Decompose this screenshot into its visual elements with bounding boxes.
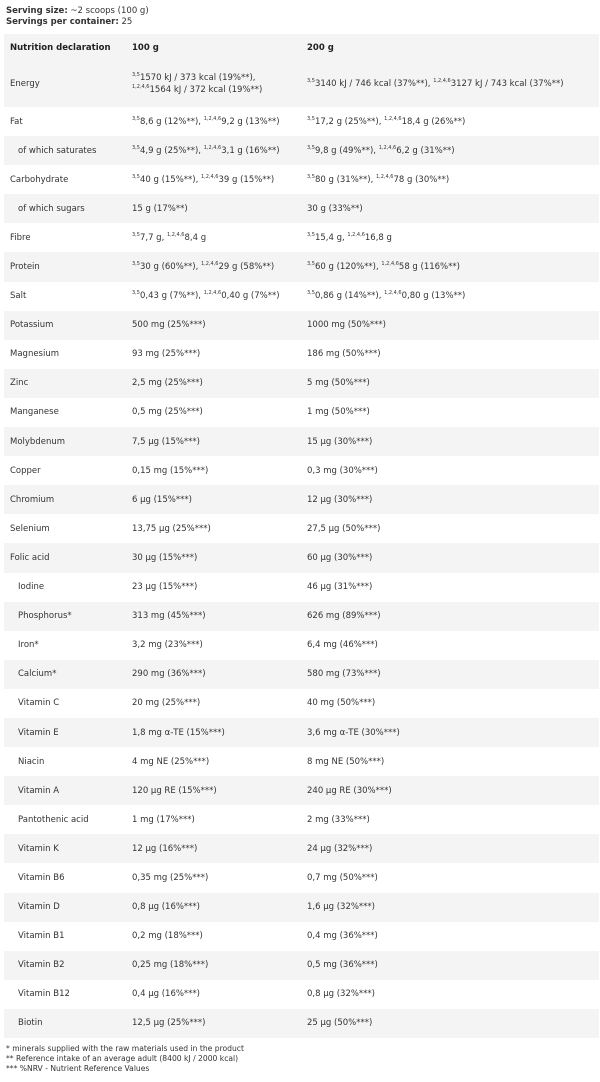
value-text: 7,5 µg (15%***) — [132, 436, 200, 447]
serving-info — [0, 0, 600, 28]
footnotes — [0, 1038, 600, 1074]
table-row — [4, 602, 599, 631]
value-200g — [301, 61, 599, 107]
value-text: 3,1 g (16%**) — [221, 145, 280, 156]
footnote-ref: 3,5 — [132, 232, 140, 239]
value-100g — [126, 427, 301, 456]
value-text: 12,5 µg (25%***) — [132, 1018, 206, 1029]
table-row — [4, 398, 599, 427]
footnote-ref: 1,2,4,6 — [203, 290, 222, 297]
nutrient-name: Fibre — [10, 232, 31, 243]
footnote-minerals: * minerals supplied with the raw materials used in the product — [6, 1044, 244, 1053]
footnote-ref: 3,5 — [132, 173, 140, 180]
serving-size-label: Serving size: — [6, 6, 68, 16]
footnote-ref: 3,5 — [132, 290, 140, 297]
value-text: 0,8 µg (16%***) — [132, 902, 200, 913]
value-text: 500 mg (25%***) — [132, 320, 206, 331]
footnote-ref: 3,5 — [307, 173, 315, 180]
value-text: 0,80 g (13%**) — [401, 291, 466, 302]
nutrient-name: Selenium — [10, 523, 50, 534]
value-text: 15 g (17%**) — [132, 203, 188, 214]
value-200g — [301, 543, 599, 572]
value-200g — [301, 485, 599, 514]
table-row — [4, 834, 599, 863]
value-text: 12 µg (30%***) — [307, 494, 373, 505]
table-row — [4, 311, 599, 340]
value-text: 13,75 µg (25%***) — [132, 523, 211, 534]
value-100g — [126, 573, 301, 602]
nutrient-name: Folic acid — [10, 552, 50, 563]
value-200g — [301, 776, 599, 805]
nutrient-name: Fat — [10, 116, 23, 127]
value-text: 2,5 mg (25%***) — [132, 378, 203, 389]
value-text: 3,2 mg (23%***) — [132, 640, 203, 651]
footnote-ref: 1,2,4,6 — [201, 261, 219, 268]
nutrient-name: Vitamin D — [18, 902, 60, 913]
value-text: 0,8 µg (32%***) — [307, 989, 375, 1000]
value-100g — [126, 369, 301, 398]
nutrient-name: of which sugars — [18, 203, 85, 214]
value-text: 18,4 g (26%**) — [401, 116, 466, 127]
table-row — [4, 980, 599, 1009]
value-text: 0,3 mg (30%***) — [307, 465, 378, 476]
value-200g — [301, 602, 599, 631]
value-text: 6,2 g (31%**) — [396, 145, 455, 156]
value-100g — [126, 514, 301, 543]
header-200g: 200 g — [307, 42, 334, 53]
value-200g — [301, 165, 599, 194]
footnote-ref: 3,5 — [307, 144, 315, 151]
table-row — [4, 340, 599, 369]
table-row — [4, 543, 599, 572]
value-text: 0,25 mg (18%***) — [132, 960, 209, 971]
table-row — [4, 893, 599, 922]
value-100g — [126, 165, 301, 194]
header-100g: 100 g — [132, 42, 159, 53]
serving-size — [6, 6, 594, 17]
value-200g — [301, 427, 599, 456]
value-text: 5 mg (50%***) — [307, 378, 370, 389]
footnote-ref: 3,5 — [132, 72, 140, 79]
value-200g — [301, 107, 599, 136]
value-text: 186 mg (50%***) — [307, 349, 381, 360]
nutrient-name: Vitamin K — [18, 843, 59, 854]
value-100g — [126, 61, 301, 107]
value-text: 4 mg NE (25%***) — [132, 756, 210, 767]
table-row — [4, 514, 599, 543]
value-text: 17,2 g (25%**), — [314, 116, 385, 127]
table-row — [4, 456, 599, 485]
value-text: 8,6 g (12%**), — [139, 116, 204, 127]
value-200g — [301, 223, 599, 252]
value-100g — [126, 282, 301, 311]
value-100g — [126, 718, 301, 747]
nutrient-name: Calcium* — [18, 669, 57, 680]
value-200g — [301, 252, 599, 281]
value-100g — [126, 1009, 301, 1038]
value-text: 24 µg (32%***) — [307, 843, 373, 854]
footnote-reference-intake: ** Reference intake of an average adult (8400 kJ / 2000 kcal) — [6, 1054, 239, 1063]
value-text: 9,2 g (13%**) — [221, 116, 280, 127]
value-text: 27,5 µg (50%***) — [307, 523, 381, 534]
table-row — [4, 631, 599, 660]
value-text: 6,4 mg (46%***) — [307, 640, 378, 651]
footnote-ref: 1,2,4,6 — [376, 173, 394, 180]
value-200g — [301, 340, 599, 369]
value-100g — [126, 107, 301, 136]
value-100g — [126, 252, 301, 281]
header-nutrition-declaration: Nutrition declaration — [10, 42, 111, 53]
value-text: 80 g (31%**), — [314, 174, 376, 185]
nutrient-name: Niacin — [18, 756, 45, 767]
table-row — [4, 776, 599, 805]
value-200g — [301, 456, 599, 485]
value-200g — [301, 136, 599, 165]
value-text: 0,40 g (7%**) — [221, 291, 280, 302]
footnote-ref: 1,2,4,6 — [378, 144, 397, 151]
nutrient-name: Vitamin E — [18, 727, 59, 738]
servings-per-container-label: Servings per container: — [6, 17, 119, 27]
table-row — [4, 747, 599, 776]
nutrient-name: Vitamin B2 — [18, 960, 65, 971]
value-text: 9,8 g (49%**), — [314, 145, 379, 156]
table-row — [4, 951, 599, 980]
footnote-ref: 1,2,4,6 — [384, 115, 402, 122]
value-200g — [301, 747, 599, 776]
value-text: 1570 kJ / 373 kcal (19%**), — [139, 73, 256, 83]
nutrient-name: Energy — [10, 79, 40, 89]
value-100g — [126, 485, 301, 514]
value-100g — [126, 922, 301, 951]
value-text: 8,4 g — [184, 232, 207, 243]
value-100g — [126, 311, 301, 340]
nutrient-name: of which saturates — [18, 145, 97, 156]
value-text: 1,8 mg α-TE (15%***) — [132, 727, 225, 738]
value-text: 313 mg (45%***) — [132, 611, 206, 622]
nutrient-name: Carbohydrate — [10, 174, 69, 185]
value-100g — [126, 543, 301, 572]
value-text: 78 g (30%**) — [393, 174, 450, 185]
table-row — [4, 165, 599, 194]
value-100g — [126, 863, 301, 892]
value-text: 1564 kJ / 372 kcal (19%**) — [149, 85, 263, 95]
value-100g — [126, 951, 301, 980]
table-row — [4, 863, 599, 892]
nutrient-name: Zinc — [10, 378, 29, 389]
table-row — [4, 1009, 599, 1038]
footnote-ref: 1,2,4,6 — [347, 232, 365, 239]
servings-per-container — [6, 17, 594, 28]
value-200g — [301, 398, 599, 427]
value-200g — [301, 194, 599, 223]
nutrient-name: Iron* — [18, 640, 39, 651]
value-200g — [301, 282, 599, 311]
table-row — [4, 61, 599, 107]
value-text: 29 g (58%**) — [218, 262, 275, 273]
value-100g — [126, 456, 301, 485]
footnote-ref: 1,2,4,6 — [166, 232, 185, 239]
nutrient-name: Iodine — [18, 582, 45, 593]
value-text: 240 µg RE (30%***) — [307, 785, 392, 796]
nutrient-name: Chromium — [10, 494, 55, 505]
value-text: 15,4 g, — [314, 232, 348, 243]
value-text: 580 mg (73%***) — [307, 669, 381, 680]
value-text: 93 mg (25%***) — [132, 349, 201, 360]
value-100g — [126, 689, 301, 718]
value-100g — [126, 136, 301, 165]
value-text: 2 mg (33%***) — [307, 814, 370, 825]
nutrient-name: Biotin — [18, 1018, 43, 1029]
value-text: 40 mg (50%***) — [307, 698, 376, 709]
value-200g — [301, 922, 599, 951]
value-200g — [301, 718, 599, 747]
nutrient-name: Vitamin B12 — [18, 989, 70, 1000]
nutrient-name: Molybdenum — [10, 436, 66, 447]
value-100g — [126, 398, 301, 427]
value-200g — [301, 689, 599, 718]
nutrient-name: Magnesium — [10, 349, 60, 360]
table-row — [4, 136, 599, 165]
value-text: 120 µg RE (15%***) — [132, 785, 217, 796]
footnote-ref: 3,5 — [132, 261, 140, 268]
nutrient-name: Vitamin C — [18, 698, 60, 709]
value-text: 3140 kJ / 746 kcal (37%**), — [314, 79, 434, 89]
value-text: 0,35 mg (25%***) — [132, 872, 209, 883]
servings-per-container-value: 25 — [118, 17, 133, 27]
value-text: 290 mg (36%***) — [132, 669, 206, 680]
value-100g — [126, 631, 301, 660]
value-200g — [301, 834, 599, 863]
value-text: 0,5 mg (36%***) — [307, 960, 378, 971]
value-100g — [126, 194, 301, 223]
nutrient-name: Potassium — [10, 320, 54, 331]
value-text: 0,4 µg (16%***) — [132, 989, 200, 1000]
nutrient-name: Pantothenic acid — [18, 814, 89, 825]
value-text: 40 g (15%**), — [139, 174, 201, 185]
value-text: 30 g (60%**), — [139, 262, 201, 273]
value-text: 58 g (116%**) — [398, 262, 460, 273]
value-text: 0,4 mg (36%***) — [307, 931, 378, 942]
nutrition-table — [4, 34, 599, 1038]
value-text: 0,7 mg (50%***) — [307, 872, 378, 883]
value-100g — [126, 747, 301, 776]
value-100g — [126, 602, 301, 631]
footnote-ref: 1,2,4,6 — [203, 115, 222, 122]
value-100g — [126, 340, 301, 369]
value-text: 0,86 g (14%**), — [314, 291, 385, 302]
value-200g — [301, 631, 599, 660]
value-text: 1000 mg (50%***) — [307, 320, 386, 331]
footnote-ref: 1,2,4,6 — [384, 290, 402, 297]
nutrient-name: Vitamin A — [18, 785, 60, 796]
value-text: 23 µg (15%***) — [132, 582, 198, 593]
value-text: 1 mg (17%***) — [132, 814, 195, 825]
value-text: 16,8 g — [364, 232, 392, 243]
footnote-ref: 3,5 — [307, 232, 315, 239]
value-100g — [126, 834, 301, 863]
footnote-ref: 3,5 — [132, 144, 140, 151]
nutrient-name: Vitamin B6 — [18, 872, 65, 883]
footnote-ref: 3,5 — [307, 78, 315, 85]
value-text: 4,9 g (25%**), — [139, 145, 204, 156]
nutrient-name: Phosphorus* — [18, 611, 72, 622]
value-100g — [126, 805, 301, 834]
value-text: 30 g (33%**) — [307, 203, 363, 214]
table-row — [4, 573, 599, 602]
value-200g — [301, 369, 599, 398]
value-text: 626 mg (89%***) — [307, 611, 381, 622]
footnote-ref: 1,2,4,6 — [201, 173, 219, 180]
value-text: 46 µg (31%***) — [307, 582, 373, 593]
table-row — [4, 718, 599, 747]
footnote-ref: 3,5 — [307, 261, 315, 268]
value-text: 1,6 µg (32%***) — [307, 902, 375, 913]
table-row — [4, 369, 599, 398]
value-100g — [126, 893, 301, 922]
footnote-ref: 1,2,4,6 — [203, 144, 222, 151]
value-text: 0,15 mg (15%***) — [132, 465, 209, 476]
value-text: 0,2 mg (18%***) — [132, 931, 203, 942]
value-text: 20 mg (25%***) — [132, 698, 201, 709]
serving-size-value: ~2 scoops (100 g) — [67, 6, 149, 16]
value-text: 1 mg (50%***) — [307, 407, 370, 418]
value-200g — [301, 893, 599, 922]
footnote-ref: 3,5 — [132, 115, 140, 122]
value-200g — [301, 863, 599, 892]
value-text: 25 µg (50%***) — [307, 1018, 373, 1029]
nutrient-name: Manganese — [10, 407, 59, 418]
value-100g — [126, 660, 301, 689]
value-100g — [126, 223, 301, 252]
table-row — [4, 922, 599, 951]
table-row — [4, 107, 599, 136]
value-200g — [301, 805, 599, 834]
value-text: 0,43 g (7%**), — [139, 291, 204, 302]
value-text: 30 µg (15%***) — [132, 552, 198, 563]
nutrient-name: Protein — [10, 262, 40, 273]
value-text: 7,7 g, — [139, 232, 167, 243]
footnote-ref: 3,5 — [307, 115, 315, 122]
value-text: 0,5 mg (25%***) — [132, 407, 203, 418]
table-row — [4, 252, 599, 281]
table-row — [4, 194, 599, 223]
footnote-ref: 1,2,4,6 — [381, 261, 399, 268]
table-row — [4, 223, 599, 252]
footnote-ref: 3,5 — [307, 290, 315, 297]
nutrient-name: Vitamin B1 — [18, 931, 65, 942]
footnote-ref: 1,2,4,6 — [132, 84, 150, 91]
nutrient-name: Copper — [10, 465, 41, 476]
value-100g — [126, 980, 301, 1009]
value-text: 60 µg (30%***) — [307, 552, 373, 563]
value-text: 8 mg NE (50%***) — [307, 756, 385, 767]
value-200g — [301, 660, 599, 689]
table-row — [4, 282, 599, 311]
table-header-row — [4, 34, 599, 61]
value-text: 60 g (120%**), — [314, 262, 382, 273]
value-200g — [301, 980, 599, 1009]
value-text: 39 g (15%**) — [218, 174, 275, 185]
footnote-nrv: *** %NRV - Nutrient Reference Values — [6, 1064, 150, 1073]
value-200g — [301, 573, 599, 602]
value-200g — [301, 514, 599, 543]
value-text: 15 µg (30%***) — [307, 436, 373, 447]
value-text: 3127 kJ / 743 kcal (37%**) — [450, 79, 564, 89]
value-text: 12 µg (16%***) — [132, 843, 198, 854]
table-row — [4, 485, 599, 514]
value-text: 6 µg (15%***) — [132, 494, 192, 505]
table-row — [4, 427, 599, 456]
value-200g — [301, 951, 599, 980]
value-text: 3,6 mg α-TE (30%***) — [307, 727, 400, 738]
value-100g — [126, 776, 301, 805]
value-200g — [301, 311, 599, 340]
nutrient-name: Salt — [10, 291, 27, 302]
table-row — [4, 660, 599, 689]
table-row — [4, 805, 599, 834]
table-row — [4, 689, 599, 718]
footnote-ref: 1,2,4,6 — [433, 78, 451, 85]
value-200g — [301, 1009, 599, 1038]
